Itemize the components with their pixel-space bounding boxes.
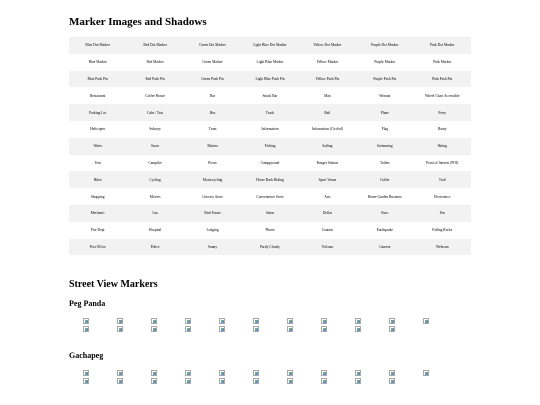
street-view-row bbox=[69, 378, 471, 384]
marker-label: Point of Interest (POI) bbox=[414, 155, 471, 172]
marker-label: Movies bbox=[126, 188, 183, 205]
broken-image-icon bbox=[287, 318, 293, 324]
table-row bbox=[69, 54, 471, 71]
broken-image-icon bbox=[355, 326, 361, 332]
marker-label: Red Marker bbox=[126, 54, 183, 71]
marker-label: Water bbox=[69, 138, 126, 155]
marker-label: Euro bbox=[356, 205, 413, 222]
broken-image-icon bbox=[83, 326, 89, 332]
marker-label: Ranger Station bbox=[299, 155, 356, 172]
marker-label: Motorcycling bbox=[184, 171, 241, 188]
marker-label: Rail bbox=[299, 104, 356, 121]
marker-label: Yellow Dot Marker bbox=[299, 37, 356, 54]
marker-label: Wheel Chair Accessible bbox=[414, 87, 471, 104]
marker-label: Red Push Pin bbox=[126, 71, 183, 88]
broken-image-icon bbox=[151, 370, 157, 376]
marker-label: Cycling bbox=[126, 171, 183, 188]
marker-label: Trail bbox=[414, 171, 471, 188]
marker-label: Tram bbox=[184, 121, 241, 138]
marker-label: Falling Rocks bbox=[414, 222, 471, 239]
marker-label: Green Marker bbox=[184, 54, 241, 71]
broken-image-icon bbox=[219, 326, 225, 332]
marker-label: Woman bbox=[356, 87, 413, 104]
table-row bbox=[69, 222, 471, 239]
marker-label: Phone bbox=[241, 222, 298, 239]
marker-label: Salon bbox=[241, 205, 298, 222]
table-row bbox=[69, 188, 471, 205]
broken-image-icon bbox=[423, 318, 429, 324]
marker-label: Blue Dot Marker bbox=[69, 37, 126, 54]
broken-image-icon bbox=[423, 370, 429, 376]
marker-label: Marina bbox=[184, 138, 241, 155]
broken-image-icon bbox=[355, 318, 361, 324]
marker-label: Hiker bbox=[69, 171, 126, 188]
marker-label: Convenience Store bbox=[241, 188, 298, 205]
marker-label: Fishing bbox=[241, 138, 298, 155]
broken-image-icon bbox=[83, 318, 89, 324]
broken-image-icon bbox=[253, 318, 259, 324]
marker-label: Purple Marker bbox=[356, 54, 413, 71]
marker-label: Swimming bbox=[356, 138, 413, 155]
marker-label: Volcano bbox=[299, 239, 356, 256]
marker-label: Partly Cloudy bbox=[241, 239, 298, 256]
broken-image-icon bbox=[355, 370, 361, 376]
marker-label: Bus bbox=[184, 104, 241, 121]
marker-label: Fire Dept bbox=[69, 222, 126, 239]
marker-label: Sport Venue bbox=[299, 171, 356, 188]
marker-label: Real Estate bbox=[184, 205, 241, 222]
broken-image-icon bbox=[321, 318, 327, 324]
marker-label: Light Blue Dot Marker bbox=[241, 37, 298, 54]
marker-label: Arts bbox=[299, 188, 356, 205]
broken-image-icon bbox=[185, 378, 191, 384]
street-view-row bbox=[69, 326, 471, 332]
marker-label: Mechanic bbox=[69, 205, 126, 222]
marker-label: Lodging bbox=[184, 222, 241, 239]
marker-label: Post Office bbox=[69, 239, 126, 256]
page-title: Marker Images and Shadows bbox=[69, 16, 207, 28]
broken-image-icon bbox=[253, 326, 259, 332]
marker-label: Blue Push Pin bbox=[69, 71, 126, 88]
broken-image-icon bbox=[185, 370, 191, 376]
table-row bbox=[69, 37, 471, 54]
marker-label: Rainy bbox=[414, 121, 471, 138]
marker-label: Hospital bbox=[126, 222, 183, 239]
marker-label: Green Push Pin bbox=[184, 71, 241, 88]
marker-label: Green Dot Marker bbox=[184, 37, 241, 54]
table-row bbox=[69, 239, 471, 256]
marker-label: Campground bbox=[241, 155, 298, 172]
broken-image-icon bbox=[389, 318, 395, 324]
broken-image-icon bbox=[253, 370, 259, 376]
table-row bbox=[69, 121, 471, 138]
broken-image-icon bbox=[83, 370, 89, 376]
marker-label: Pink Marker bbox=[414, 54, 471, 71]
marker-label: Caution bbox=[299, 222, 356, 239]
marker-label: Ferry bbox=[414, 104, 471, 121]
marker-label: Man bbox=[299, 87, 356, 104]
marker-label: Yen bbox=[414, 205, 471, 222]
marker-label: Picnic bbox=[184, 155, 241, 172]
marker-label: Electronics bbox=[414, 188, 471, 205]
broken-image-icon bbox=[117, 326, 123, 332]
broken-image-icon bbox=[83, 378, 89, 384]
marker-label: Tent bbox=[69, 155, 126, 172]
marker-label: Pink Dot Marker bbox=[414, 37, 471, 54]
marker-label: Bar bbox=[184, 87, 241, 104]
marker-label: Golfer bbox=[356, 171, 413, 188]
marker-label: Yellow Push Pin bbox=[299, 71, 356, 88]
marker-label: Grocery Store bbox=[184, 188, 241, 205]
marker-label: Cabs / Taxi bbox=[126, 104, 183, 121]
group-title-gachapeg: Gachapeg bbox=[69, 351, 104, 360]
marker-label: Light Blue Push Pin bbox=[241, 71, 298, 88]
marker-label: Sailing bbox=[299, 138, 356, 155]
broken-image-icon bbox=[117, 370, 123, 376]
marker-label: Purple Dot Marker bbox=[356, 37, 413, 54]
broken-image-icon bbox=[219, 378, 225, 384]
marker-label: Plane bbox=[356, 104, 413, 121]
street-view-row bbox=[69, 370, 471, 376]
marker-label: Snow bbox=[126, 138, 183, 155]
marker-table bbox=[69, 37, 471, 255]
broken-image-icon bbox=[287, 326, 293, 332]
broken-image-icon bbox=[321, 370, 327, 376]
broken-image-icon bbox=[219, 318, 225, 324]
marker-label: Information bbox=[241, 121, 298, 138]
marker-label: Police bbox=[126, 239, 183, 256]
marker-label: Pink Push Pin bbox=[414, 71, 471, 88]
broken-image-icon bbox=[321, 326, 327, 332]
marker-label: Flag bbox=[356, 121, 413, 138]
marker-label: Red Dot Marker bbox=[126, 37, 183, 54]
table-row bbox=[69, 155, 471, 172]
broken-image-icon bbox=[389, 370, 395, 376]
broken-image-icon bbox=[151, 318, 157, 324]
broken-image-icon bbox=[321, 378, 327, 384]
marker-label: Helicopter bbox=[69, 121, 126, 138]
marker-label: Light Blue Marker bbox=[241, 54, 298, 71]
broken-image-icon bbox=[287, 370, 293, 376]
group-title-peg-panda: Peg Panda bbox=[69, 299, 106, 308]
marker-label: Information (Circled) bbox=[299, 121, 356, 138]
marker-label: Horse Back Riding bbox=[241, 171, 298, 188]
broken-image-icon bbox=[287, 378, 293, 384]
marker-label: Restaurant bbox=[69, 87, 126, 104]
table-row bbox=[69, 171, 471, 188]
broken-image-icon bbox=[151, 378, 157, 384]
broken-image-icon bbox=[185, 326, 191, 332]
marker-label: Gas bbox=[126, 205, 183, 222]
broken-image-icon bbox=[219, 370, 225, 376]
broken-image-icon bbox=[117, 318, 123, 324]
street-view-title: Street View Markers bbox=[69, 279, 158, 290]
broken-image-icon bbox=[389, 378, 395, 384]
marker-label: Camera bbox=[356, 239, 413, 256]
marker-label: Toilets bbox=[356, 155, 413, 172]
table-row bbox=[69, 71, 471, 88]
broken-image-icon bbox=[117, 378, 123, 384]
marker-label: Dollar bbox=[299, 205, 356, 222]
street-view-row bbox=[69, 318, 471, 324]
marker-label: Coffee House bbox=[126, 87, 183, 104]
broken-image-icon bbox=[185, 318, 191, 324]
marker-label: Yellow Marker bbox=[299, 54, 356, 71]
marker-label: Skiing bbox=[414, 138, 471, 155]
table-row bbox=[69, 138, 471, 155]
marker-label: Snack Bar bbox=[241, 87, 298, 104]
marker-label: Campfire bbox=[126, 155, 183, 172]
marker-label: Sunny bbox=[184, 239, 241, 256]
marker-label: Parking Lot bbox=[69, 104, 126, 121]
table-row bbox=[69, 87, 471, 104]
broken-image-icon bbox=[355, 378, 361, 384]
broken-image-icon bbox=[389, 326, 395, 332]
marker-label: Truck bbox=[241, 104, 298, 121]
table-row bbox=[69, 205, 471, 222]
table-row bbox=[69, 104, 471, 121]
marker-label: Earthquake bbox=[356, 222, 413, 239]
marker-label: Shopping bbox=[69, 188, 126, 205]
marker-label: Webcam bbox=[414, 239, 471, 256]
broken-image-icon bbox=[151, 326, 157, 332]
broken-image-icon bbox=[253, 378, 259, 384]
marker-label: Purple Push Pin bbox=[356, 71, 413, 88]
marker-label: Home Garden Business bbox=[356, 188, 413, 205]
marker-label: Subway bbox=[126, 121, 183, 138]
marker-label: Blue Marker bbox=[69, 54, 126, 71]
